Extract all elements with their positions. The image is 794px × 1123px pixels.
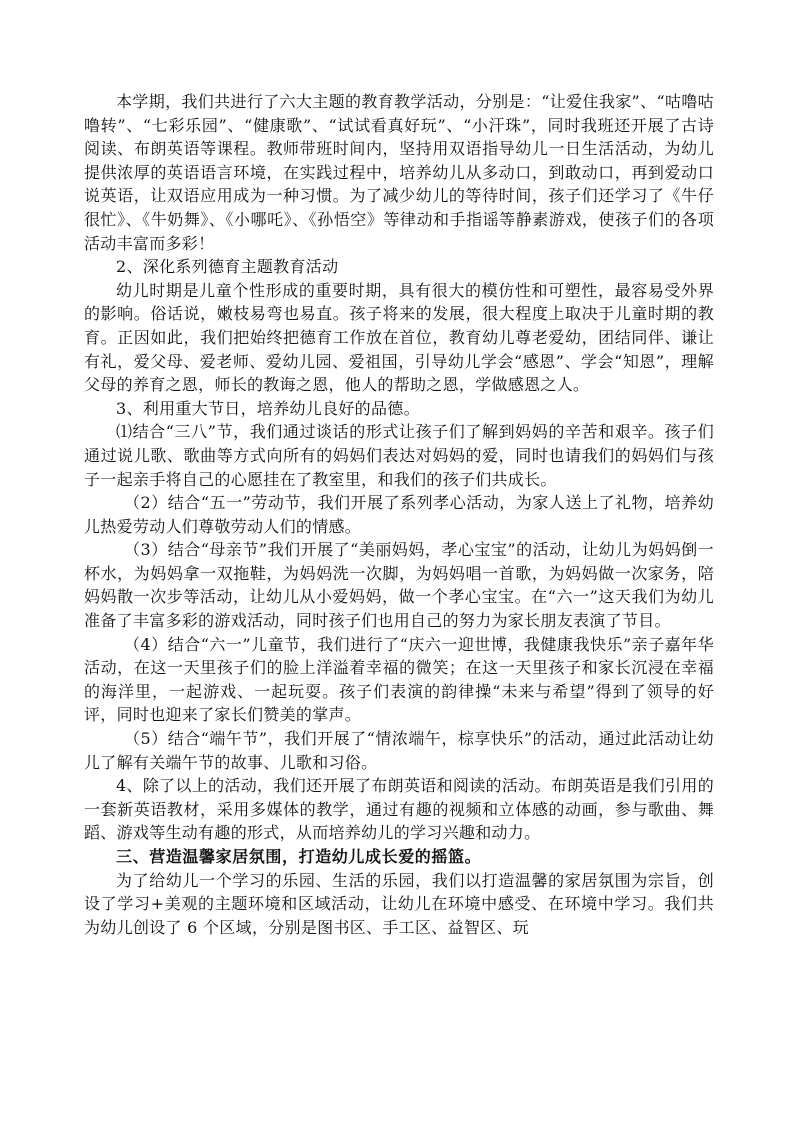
paragraph-dragon-boat: （5）结合“端午节”，我们开展了“情浓端午，棕享快乐”的活动，通过此活动让幼儿了解有关端午节的故事、儿歌和习俗。 [84, 729, 714, 772]
section-heading-festivals: 3、利用重大节日，培养幼儿良好的品德。 [116, 398, 420, 418]
paragraph-moral-education: 幼儿时期是儿童个性形成的重要时期，具有很大的模仿性和可塑性，最容易受外界的影响。俗话说，嫩枝易弯也易直。孩子将来的发展，很大程度上取决于儿童时期的教育。正因如此，我们把始终把德育工作放在首位，教育幼儿尊老爱幼，团结同伴、谦让有礼，爱父母、爱老师、爱幼儿园、爱祖国，引导幼儿学会“感恩”、学会“知恩”，理解父母的养育之恩，师长的教诲之恩，他人的帮助之恩，学做感恩之人。 [84, 280, 714, 395]
document-body [84, 90, 714, 939]
paragraph-labor-day: （2）结合“五一”劳动节，我们开展了系列孝心活动，为家人送上了礼物，培养幼儿热爱劳动人们尊敬劳动人们的情感。 [84, 493, 714, 536]
section-heading-moral-education: 2、深化系列德育主题教育活动 [116, 257, 339, 277]
paragraph-mothers-day: （3）结合“母亲节”我们开展了“美丽妈妈，孝心宝宝”的活动，让幼儿为妈妈倒一杯水，为妈妈拿一双拖鞋，为妈妈洗一次脚，为妈妈唱一首歌，为妈妈做一次家务，陪妈妈散一次步等活动，让幼儿从小爱妈妈，做一个孝心宝宝。在“六一”这天我们为幼儿准备了丰富多彩的游戏活动，同时孩子们也用自己的努力为家长朋友表演了节目。 [84, 540, 714, 631]
paragraph-childrens-day: （4）结合“六一”儿童节，我们进行了“庆六一迎世博，我健康我快乐”亲子嘉年华活动，在这一天里孩子们的脸上洋溢着幸福的微笑；在这一天里孩子和家长沉浸在幸福的海洋里，一起游戏、一起玩耍。孩子们表演的韵律操“未来与希望”得到了领导的好评，同时也迎来了家长们赞美的掌声。 [84, 634, 714, 725]
section-heading-home-atmosphere: 三、营造温馨家居氛围，打造幼儿成长爱的摇篮。 [116, 847, 482, 866]
paragraph-semester-activities: 本学期，我们共进行了六大主题的教育教学活动，分别是：“让爱住我家”、“咕噜咕噜转”、“七彩乐园”、“健康歌”、“试试看真好玩”、“小汗珠”，同时我班还开展了古诗阅读、布朗英语等课程。教师带班时间内，坚持用双语指导幼儿一日生活活动，为幼儿提供浓厚的英语语言环境，在实践过程中，培养幼儿从多动口，到敢动口，再到爱动口说英语，让双语应用成为一种习惯。为了减少幼儿的等待时间，孩子们还学习了《牛仔很忙》、《牛奶舞》、《小哪吒》、《孙悟空》等律动和手指谣等静素游戏，使孩子们的各项活动丰富而多彩！ [84, 92, 714, 253]
paragraph-learning-environment: 为了给幼儿一个学习的乐园、生活的乐园，我们以打造温馨的家居氛围为宗旨，创设了学习+美观的主题环境和区域活动，让幼儿在环境中感受、在环境中学习。我们共为幼儿创设了 6 个区域，分别是图书区、手工区、益智区、玩 [84, 870, 714, 937]
paragraph-brown-english: 4、除了以上的活动，我们还开展了布朗英语和阅读的活动。布朗英语是我们引用的一套新英语教材，采用多媒体的教学，通过有趣的视频和立体感的动画，参与歌曲、舞蹈、游戏等生动有趣的形式，从而培养幼儿的学习兴趣和动力。 [84, 776, 714, 843]
paragraph-womens-day: ⑴结合“三八”节，我们通过谈话的形式让孩子们了解到妈妈的辛苦和艰辛。孩子们通过说儿歌、歌曲等方式向所有的妈妈们表达对妈妈的爱，同时也请我们的妈妈们与孩子一起亲手将自己的心愿挂在了教室里，和我们的孩子们共成长。 [84, 422, 714, 489]
